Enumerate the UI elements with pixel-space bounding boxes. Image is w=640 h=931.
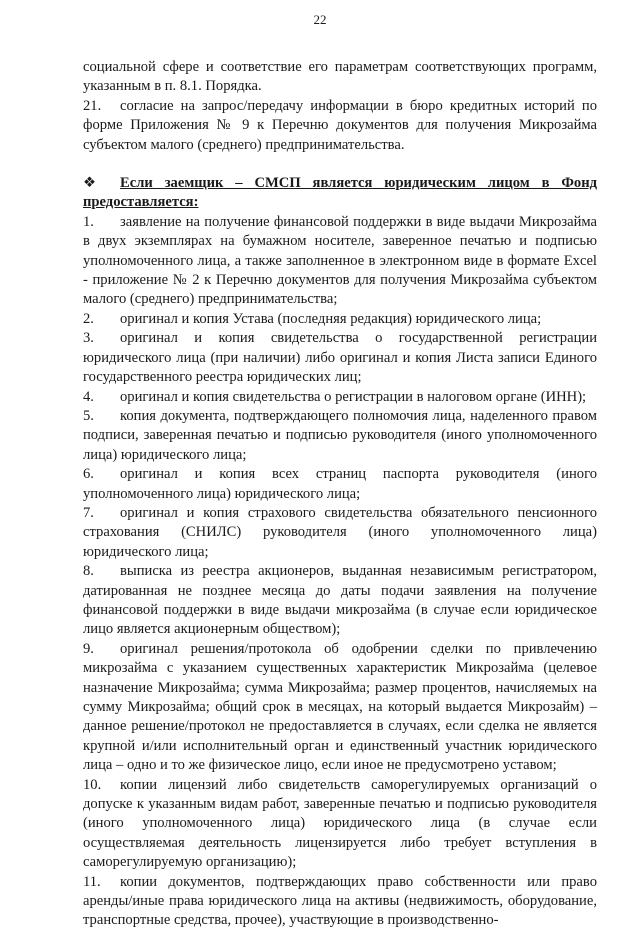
item-text: оригинал и копия всех страниц паспорта руководителя (иного уполномоченного лица) юридического лица;	[83, 466, 597, 502]
item-number: 4.	[83, 388, 94, 405]
list-item-21	[83, 97, 597, 155]
item-text: оригинал и копия свидетельства о государственной регистрации юридического лица (при наличии) либо оригинал и копия Листа записи Единого государственного реестра юридических лиц;	[83, 330, 597, 386]
list-item-6	[83, 465, 597, 504]
item-number: 3.	[83, 330, 94, 347]
item-text: выписка из реестра акционеров, выданная независимым регистратором, датированная не позднее месяца до даты подачи заявления на получение финансовой поддержки в виде выдачи микрозайма (в случае если юридическое лицо является акционерным обществом);	[83, 563, 597, 638]
item-number: 8.	[83, 563, 94, 580]
item-text: заявление на получение финансовой поддержки в виде выдачи Микрозайма в двух экземплярах на бумажном носителе, заверенное печатью и подписью уполномоченного лица, а также заполненное в электронном виде в формате Excel - приложение № 2 к Перечню документов для получения Микрозайма субъектом малого (среднего) предпринимательства;	[83, 213, 597, 308]
item-text: копии документов, подтверждающих право собственности или право аренды/иные права юридического лица на активы (недвижимость, оборудование, транспортные средства, прочее), участвующие в производственно-	[83, 873, 597, 929]
list-item-9	[83, 640, 597, 776]
item-number: 1.	[83, 213, 94, 230]
section-heading-text: Если заемщик – СМСП является юридическим лицом в Фонд предоставляется:	[83, 175, 597, 211]
item-number: 7.	[83, 504, 94, 521]
item-text: оригинал и копия свидетельства о регистрации в налоговом органе (ИНН);	[120, 388, 587, 405]
item-text: копии лицензий либо свидетельств саморегулируемых организаций о допуске к указанным видам работ, заверенные печатью и подписью руководителя (иного уполномоченного лица) юридического лица (в случае если осуществляемая деятельность лицензируется либо требует вступления в саморегулируемую организацию);	[83, 776, 597, 871]
diamond-bullet-icon: ❖	[83, 175, 97, 192]
item-text: оригинал решения/протокола об одобрении сделки по привлечению микрозайма с указанием существенных характеристик Микрозайма (целевое назначение Микрозайма; сумма Микрозайма; размер процентов, начисляемых на сумму Микрозайма; общий срок в месяцах, на который выдается Микрозайм) – данное решение/протокол не предоставляется в случаях, если сделка не является крупной и/или исполнительный орган и единственный участник юридического лица – одно и то же физическое лицо, если иное не предусмотрено уставом;	[83, 640, 597, 774]
item-text: согласие на запрос/передачу информации в бюро кредитных историй по форме Приложения № 9 к Перечню документов для получения Микрозайма субъектом малого (среднего) предпринимательства.	[83, 97, 597, 153]
section-heading	[83, 174, 597, 213]
item-text: оригинал и копия страхового свидетельства обязательного пенсионного страхования (СНИЛС) руководителя (иного уполномоченного лица) юридического лица;	[83, 504, 597, 560]
list-item-3	[83, 329, 597, 387]
paragraph-continued	[83, 58, 597, 97]
list-item-8	[83, 562, 597, 640]
item-number: 6.	[83, 466, 94, 483]
item-number: 2.	[83, 310, 94, 327]
document-body	[83, 58, 597, 931]
item-number: 11.	[83, 873, 101, 890]
item-text: копия документа, подтверждающего полномочия лица, наделенного правом подписи, заверенная печатью и подписью руководителя (иного уполномоченного лица) юридического лица;	[83, 407, 597, 463]
item-number: 9.	[83, 640, 94, 657]
item-number: 10.	[83, 776, 102, 793]
page-number: 22	[313, 12, 327, 27]
paragraph-text: социальной сфере и соответствие его параметрам соответствующих программ, указанным в п. 8.1. Порядка.	[83, 59, 597, 95]
list-item-2	[83, 310, 597, 329]
item-text: оригинал и копия Устава (последняя редакция) юридического лица;	[120, 310, 542, 327]
item-number: 21.	[83, 97, 102, 114]
list-item-1	[83, 213, 597, 310]
list-item-7	[83, 504, 597, 562]
item-number: 5.	[83, 407, 94, 424]
list-item-5	[83, 407, 597, 465]
list-item-4	[83, 388, 597, 407]
list-item-10	[83, 776, 597, 873]
